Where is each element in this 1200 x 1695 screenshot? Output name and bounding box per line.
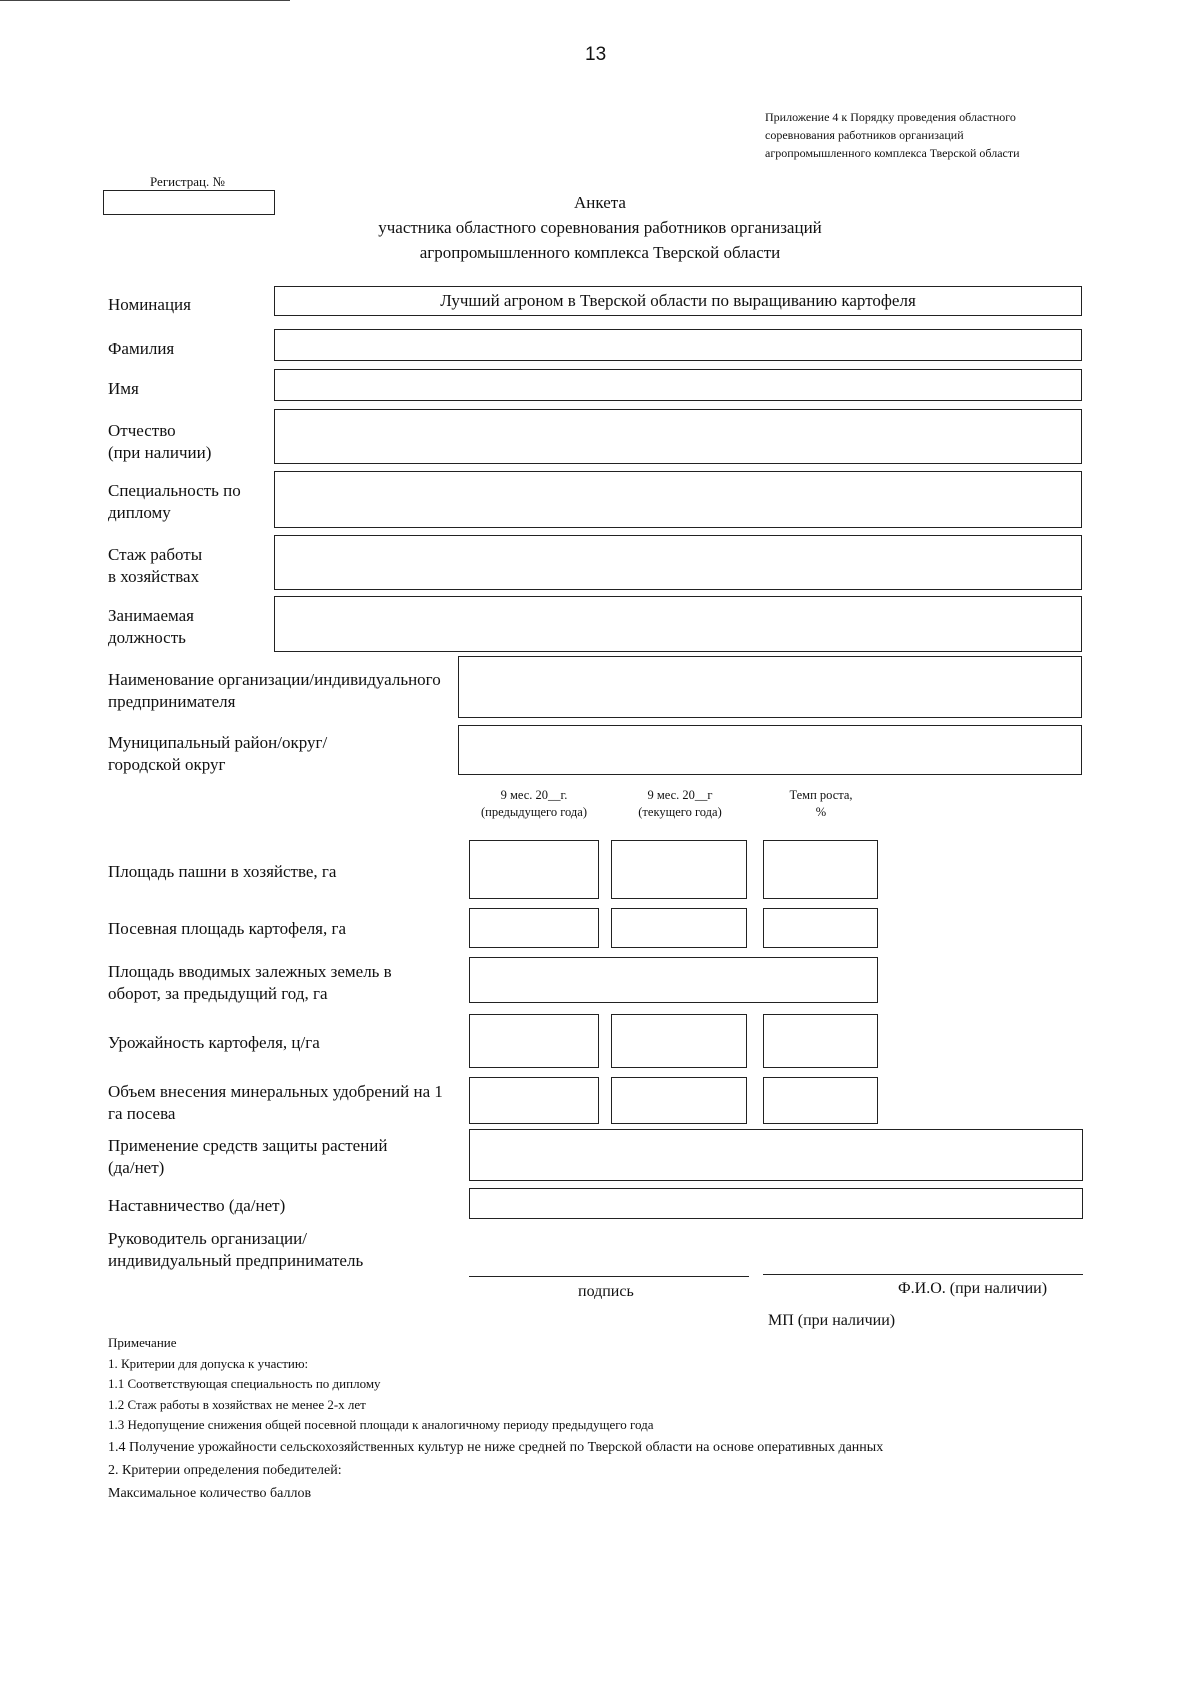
fertilizer-current-field[interactable] [611,1077,747,1124]
nomination-field[interactable] [274,286,1082,316]
head-label: Руководитель организации/ индивидуальный предприниматель [108,1229,364,1270]
potato-area-label: Посевная площадь картофеля, га [108,919,347,938]
district-label: Муниципальный район/округ/ городской округ [108,733,328,774]
mentoring-field[interactable] [469,1188,1083,1219]
name-field[interactable] [274,369,1082,401]
arable-area-previous-field[interactable] [469,840,599,899]
potato-area-previous-field[interactable] [469,908,599,948]
column-header-current-year: 9 мес. 20__г (текущего года) [638,788,722,819]
arable-area-growth-field[interactable] [763,840,878,899]
fertilizer-previous-field[interactable] [469,1077,599,1124]
note-item-1-1: 1.1 Соответствующая специальность по диплому [108,1376,381,1391]
note-item-2: 2. Критерии определения победителей: [108,1462,342,1478]
fallow-land-field[interactable] [469,957,878,1003]
appendix-note [765,108,1020,162]
potato-area-growth-field[interactable] [763,908,878,948]
yield-label: Урожайность картофеля, ц/га [108,1033,320,1052]
form-subtitle-1: участника областного соревнования работников организаций [378,218,822,237]
surname-field[interactable] [274,329,1082,361]
notes-section [108,1333,883,1505]
patronymic-label: Отчество (при наличии) [108,421,212,462]
arable-area-current-field[interactable] [611,840,747,899]
appendix-line-2: соревнования работников организаций [765,128,964,142]
signature-line[interactable] [469,1276,749,1277]
note-item-1-3: 1.3 Недопущение снижения общей посевной площади к аналогичному периоду предыдущего года [108,1417,654,1432]
nomination-value: Лучший агроном в Тверской области по выращиванию картофеля [440,291,916,310]
arable-area-label: Площадь пашни в хозяйстве, га [108,862,337,881]
name-label: Имя [108,379,139,398]
experience-label: Стаж работы в хозяйствах [108,545,203,586]
note-item-1: 1. Критерии для допуска к участию: [108,1355,309,1371]
organization-field[interactable] [458,656,1082,718]
specialty-field[interactable] [274,471,1082,528]
form-title: Анкета [574,193,626,212]
specialty-label: Специальность по диплому [108,481,241,522]
district-field[interactable] [458,725,1082,775]
appendix-line-1: Приложение 4 к Порядку проведения областного [765,110,1016,124]
appendix-line-3: агропромышленного комплекса Тверской области [765,146,1020,160]
plant-protection-field[interactable] [469,1129,1083,1181]
scan-top-edge [0,0,290,1]
note-item-1-4: 1.4 Получение урожайности сельскохозяйственных культур не ниже средней по Тверской области на основе оперативных данных [108,1439,884,1455]
fertilizer-growth-field[interactable] [763,1077,878,1124]
fertilizer-label: Объем внесения минеральных удобрений на 1 га посева [108,1082,443,1123]
signature-caption: подпись [578,1283,634,1300]
note-item-2-text: Максимальное количество баллов [108,1485,312,1501]
fallow-land-label: Площадь вводимых залежных земель в оборот, за предыдущий год, га [108,962,392,1003]
organization-label: Наименование организации/индивидуального предпринимателя [108,670,441,711]
mentoring-label: Наставничество (да/нет) [108,1196,286,1215]
yield-previous-field[interactable] [469,1014,599,1068]
note-item-1-2: 1.2 Стаж работы в хозяйствах не менее 2-х лет [108,1396,366,1412]
page-number: 13 [585,44,607,65]
position-label: Занимаемая должность [108,606,194,647]
notes-heading: Примечание [108,1335,177,1350]
experience-field[interactable] [274,535,1082,590]
stamp-caption: МП (при наличии) [768,1312,896,1329]
surname-label: Фамилия [108,339,175,358]
plant-protection-label: Применение средств защиты растений (да/нет) [108,1136,388,1177]
fio-line[interactable] [763,1274,1083,1275]
yield-current-field[interactable] [611,1014,747,1068]
potato-area-current-field[interactable] [611,908,747,948]
nomination-label: Номинация [108,295,191,314]
fio-caption: Ф.И.О. (при наличии) [898,1280,1048,1297]
patronymic-field[interactable] [274,409,1082,464]
form-subtitle-2: агропромышленного комплекса Тверской области [419,243,781,262]
column-header-previous-year: 9 мес. 20__г. (предыдущего года) [481,788,587,819]
column-header-growth-rate: Темп роста, % [789,788,853,819]
position-field[interactable] [274,596,1082,652]
yield-growth-field[interactable] [763,1014,878,1068]
registration-label: Регистрац. № [150,174,225,189]
